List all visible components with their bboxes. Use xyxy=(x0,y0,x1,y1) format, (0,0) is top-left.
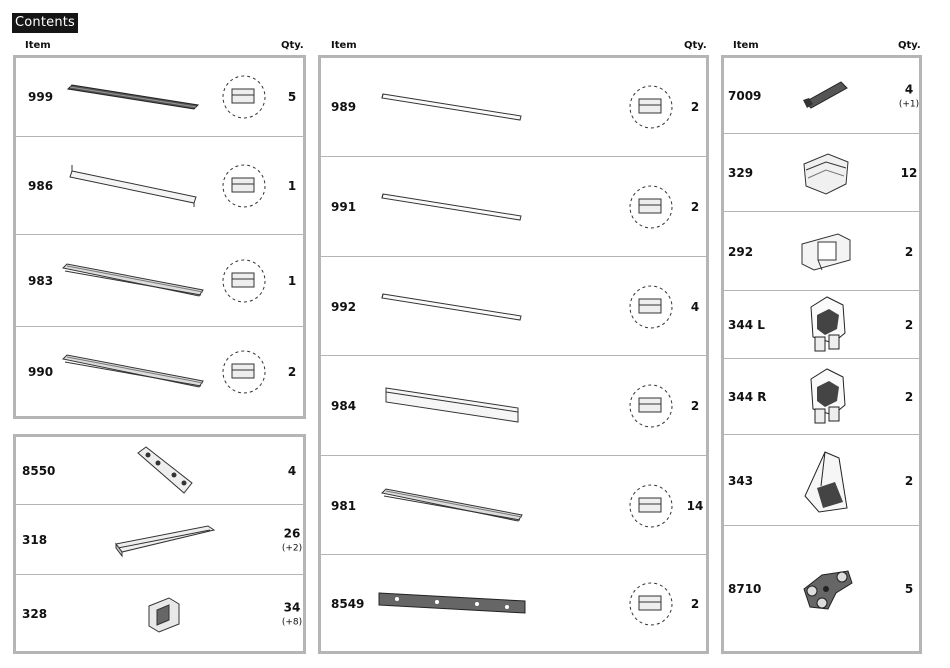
part-number: 984 xyxy=(331,399,357,413)
part-row xyxy=(724,525,919,651)
part-illustration xyxy=(799,448,853,518)
part-number: 344 L xyxy=(728,318,765,332)
item-header: Item xyxy=(733,40,759,51)
quantity-value: 4 xyxy=(690,299,700,314)
quantity-value: 5 xyxy=(287,90,297,104)
part-row xyxy=(16,58,303,136)
part-row xyxy=(321,554,706,651)
part-illustration xyxy=(112,522,217,562)
part-illustration xyxy=(61,353,206,395)
item-header: Item xyxy=(25,40,51,51)
parts-panel-fittings xyxy=(721,55,922,654)
part-number: 8549 xyxy=(331,596,365,611)
part-row xyxy=(724,434,919,525)
part-row xyxy=(16,234,303,326)
part-illustration xyxy=(68,163,198,213)
part-quantity xyxy=(889,82,929,109)
profile-detail-icon xyxy=(629,484,673,532)
part-row xyxy=(321,455,706,554)
quantity-spare: (+2) xyxy=(281,543,303,554)
part-row xyxy=(321,256,706,355)
part-row xyxy=(16,574,303,651)
part-row xyxy=(16,326,303,416)
part-number: 990 xyxy=(28,365,54,379)
part-illustration xyxy=(798,150,854,200)
part-quantity xyxy=(889,245,929,259)
profile-detail-icon xyxy=(629,185,673,233)
quantity-value: 2 xyxy=(690,596,700,611)
part-illustration xyxy=(66,81,201,117)
part-row xyxy=(321,58,706,156)
part-illustration xyxy=(143,594,185,638)
quantity-value: 12 xyxy=(900,166,918,180)
part-number: 992 xyxy=(331,299,357,314)
quantity-value: 4 xyxy=(904,82,914,96)
qty-header: Qty. xyxy=(684,40,707,51)
quantity-value: 2 xyxy=(690,200,700,214)
part-number: 318 xyxy=(22,533,48,547)
profile-detail-icon xyxy=(222,350,266,398)
quantity-value: 26 xyxy=(283,526,301,541)
part-number: 7009 xyxy=(728,88,762,103)
quantity-value: 2 xyxy=(690,399,700,413)
part-quantity xyxy=(889,390,929,404)
part-number: 999 xyxy=(28,90,54,104)
part-quantity xyxy=(889,318,929,332)
part-quantity xyxy=(889,474,929,488)
part-quantity xyxy=(675,597,715,611)
part-illustration xyxy=(377,589,527,623)
part-row xyxy=(724,290,919,358)
item-header: Item xyxy=(331,40,357,51)
quantity-value: 14 xyxy=(686,498,704,513)
part-quantity xyxy=(675,200,715,214)
profile-detail-icon xyxy=(629,285,673,333)
part-row xyxy=(724,358,919,434)
profile-detail-icon xyxy=(222,259,266,307)
quantity-value: 5 xyxy=(904,582,914,596)
part-quantity xyxy=(675,399,715,413)
parts-panel-connectors xyxy=(13,434,306,654)
part-illustration xyxy=(380,487,525,529)
part-quantity xyxy=(272,90,312,104)
part-number: 981 xyxy=(331,498,357,513)
quantity-value: 2 xyxy=(904,390,914,404)
part-quantity xyxy=(272,179,312,193)
part-quantity xyxy=(272,527,312,554)
part-illustration xyxy=(381,191,523,227)
part-illustration xyxy=(798,230,854,278)
part-quantity xyxy=(272,274,312,288)
quantity-value: 2 xyxy=(904,473,914,488)
quantity-value: 4 xyxy=(287,463,297,478)
part-number: 343 xyxy=(728,473,754,488)
qty-header: Qty. xyxy=(281,40,304,51)
part-quantity xyxy=(675,100,715,114)
part-quantity xyxy=(889,166,929,180)
part-illustration xyxy=(803,295,849,359)
part-number: 329 xyxy=(728,166,754,180)
profile-detail-icon xyxy=(222,164,266,212)
part-number: 292 xyxy=(728,244,754,259)
quantity-value: 1 xyxy=(287,179,297,193)
part-number: 986 xyxy=(28,179,54,193)
part-row xyxy=(724,58,919,133)
quantity-value: 2 xyxy=(904,244,914,259)
part-illustration xyxy=(801,78,851,118)
part-quantity xyxy=(272,464,312,478)
part-illustration xyxy=(803,367,849,431)
part-row xyxy=(16,437,303,504)
part-row xyxy=(321,355,706,455)
part-number: 8710 xyxy=(728,582,762,596)
contents-title: Contents xyxy=(12,13,78,33)
part-row xyxy=(724,133,919,211)
part-quantity xyxy=(675,300,715,314)
part-number: 344 R xyxy=(728,390,767,404)
part-number: 991 xyxy=(331,200,357,214)
quantity-value: 2 xyxy=(690,100,700,114)
profile-detail-icon xyxy=(629,582,673,630)
part-number: 328 xyxy=(22,606,48,621)
parts-panel-profiles-b xyxy=(318,55,709,654)
part-illustration xyxy=(796,565,856,617)
part-illustration xyxy=(61,262,206,304)
part-illustration xyxy=(382,386,522,430)
quantity-value: 2 xyxy=(904,318,914,332)
quantity-value: 1 xyxy=(287,274,297,288)
part-number: 983 xyxy=(28,274,54,288)
qty-header: Qty. xyxy=(898,40,921,51)
parts-panel-profiles-a xyxy=(13,55,306,419)
part-quantity xyxy=(889,582,929,596)
part-number: 989 xyxy=(331,100,357,114)
part-quantity xyxy=(675,499,715,513)
profile-detail-icon xyxy=(222,75,266,123)
quantity-value: 2 xyxy=(287,365,297,379)
part-illustration xyxy=(381,291,523,327)
quantity-spare: (+1) xyxy=(898,99,920,109)
part-row xyxy=(16,136,303,234)
part-illustration xyxy=(134,445,194,501)
part-row xyxy=(724,211,919,290)
quantity-value: 34 xyxy=(283,600,301,614)
profile-detail-icon xyxy=(629,384,673,432)
part-quantity xyxy=(272,365,312,379)
quantity-spare: (+8) xyxy=(281,617,303,627)
profile-detail-icon xyxy=(629,85,673,133)
part-quantity xyxy=(272,600,312,627)
part-number: 8550 xyxy=(22,463,56,478)
part-row xyxy=(16,504,303,574)
part-illustration xyxy=(381,91,523,127)
part-row xyxy=(321,156,706,256)
